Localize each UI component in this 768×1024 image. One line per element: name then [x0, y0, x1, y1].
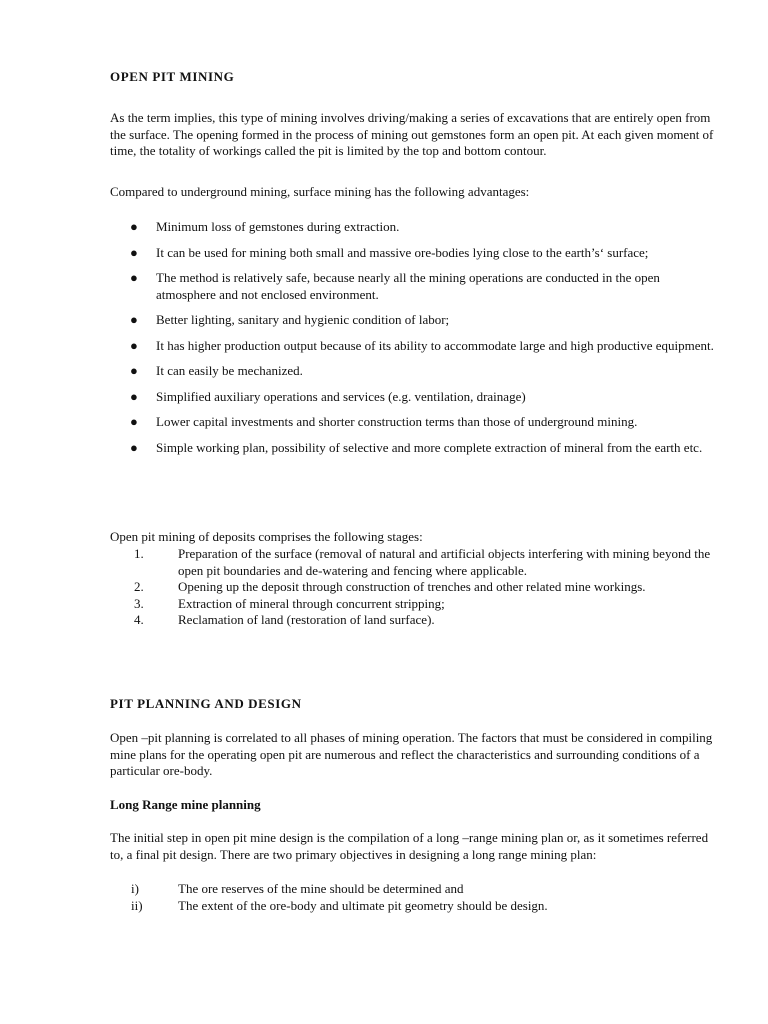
intro-paragraph: As the term implies, this type of mining involves driving/making a series of excavations that are entirely open from the surface. The opening formed in the process of mining out gemstones form an open pit. At each given moment of time, the totality of workings called the pit is limited by the top and bottom contour. [110, 110, 714, 158]
list-item-text: Lower capital investments and shorter construction terms than those of underground mining. [156, 414, 638, 429]
bullet-icon: ● [130, 414, 138, 429]
bullet-icon: ● [130, 439, 138, 455]
list-item-text: The method is relatively safe, because nearly all the mining operations are conducted in the open atmosphere and not enclosed environment. [156, 270, 660, 302]
list-item [110, 270, 714, 303]
stages-list [110, 546, 714, 629]
bullet-icon: ● [130, 337, 138, 353]
bullet-icon: ● [130, 363, 138, 378]
list-item-text: Opening up the deposit through construction of trenches and other related mine workings. [178, 579, 646, 594]
list-item [110, 219, 714, 236]
list-item-text: It can be used for mining both small and massive ore-bodies lying close to the earth’s‘ surface; [156, 244, 649, 260]
list-item [110, 363, 714, 380]
list-item [110, 546, 714, 579]
list-item-text: It has higher production output because of its ability to accommodate large and high productive equipment. [156, 337, 714, 353]
list-item-text: Reclamation of land (restoration of land surface). [178, 612, 435, 627]
pit-planning-paragraph: Open –pit planning is correlated to all phases of mining operation. The factors that must be considered in compiling mine plans for the operating open pit are numerous and reflect the characteristics and surrounding conditions of a particular ore-body. [110, 730, 713, 778]
list-item [110, 440, 714, 457]
list-item [110, 338, 714, 355]
list-marker: 3. [134, 595, 144, 611]
list-item [110, 414, 714, 431]
list-marker: 1. [134, 546, 144, 561]
list-item [110, 389, 714, 406]
bullet-icon: ● [130, 388, 138, 404]
subsection-title-long-range: Long Range mine planning [110, 797, 261, 812]
list-item [110, 898, 714, 915]
bullet-icon: ● [130, 312, 138, 327]
list-marker: 2. [134, 579, 144, 594]
section-title-pit-planning: PIT PLANNING AND DESIGN [110, 696, 302, 711]
list-item [110, 612, 714, 629]
list-item [110, 312, 714, 329]
list-item-text: Minimum loss of gemstones during extraction. [156, 219, 400, 234]
list-marker: 4. [134, 612, 144, 627]
list-item-text: The extent of the ore-body and ultimate pit geometry should be design. [178, 897, 548, 913]
list-item [110, 881, 714, 898]
objectives-list [110, 881, 714, 914]
list-item-text: It can easily be mechanized. [156, 363, 303, 378]
long-range-paragraph: The initial step in open pit mine design is the compilation of a long –range mining plan or, as it sometimes referred to, a final pit design. There are two primary objectives in designing a long range mining plan: [110, 830, 709, 862]
list-item [110, 245, 714, 262]
stages-intro: Open pit mining of deposits comprises the following stages: [110, 529, 423, 544]
list-marker: i) [131, 881, 139, 896]
list-item [110, 596, 714, 613]
bullet-icon: ● [130, 244, 138, 260]
list-item-text: The ore reserves of the mine should be determined and [178, 881, 464, 896]
list-item-text: Simplified auxiliary operations and services (e.g. ventilation, drainage) [156, 388, 526, 404]
advantages-list [110, 219, 714, 465]
list-item-text: Simple working plan, possibility of selective and more complete extraction of mineral from the earth etc. [156, 439, 703, 455]
advantages-intro: Compared to underground mining, surface mining has the following advantages: [110, 184, 530, 199]
list-item-text: Extraction of mineral through concurrent stripping; [178, 595, 445, 611]
list-marker: ii) [131, 897, 143, 913]
bullet-icon: ● [130, 270, 138, 285]
list-item-text: Preparation of the surface (removal of natural and artificial objects interfering with mining beyond the open pit boundaries and de-watering and fencing where applicable. [178, 546, 711, 578]
section-title-open-pit-mining: OPEN PIT MINING [110, 69, 235, 84]
bullet-icon: ● [130, 219, 138, 234]
list-item-text: Better lighting, sanitary and hygienic condition of labor; [156, 312, 450, 327]
list-item [110, 579, 714, 596]
